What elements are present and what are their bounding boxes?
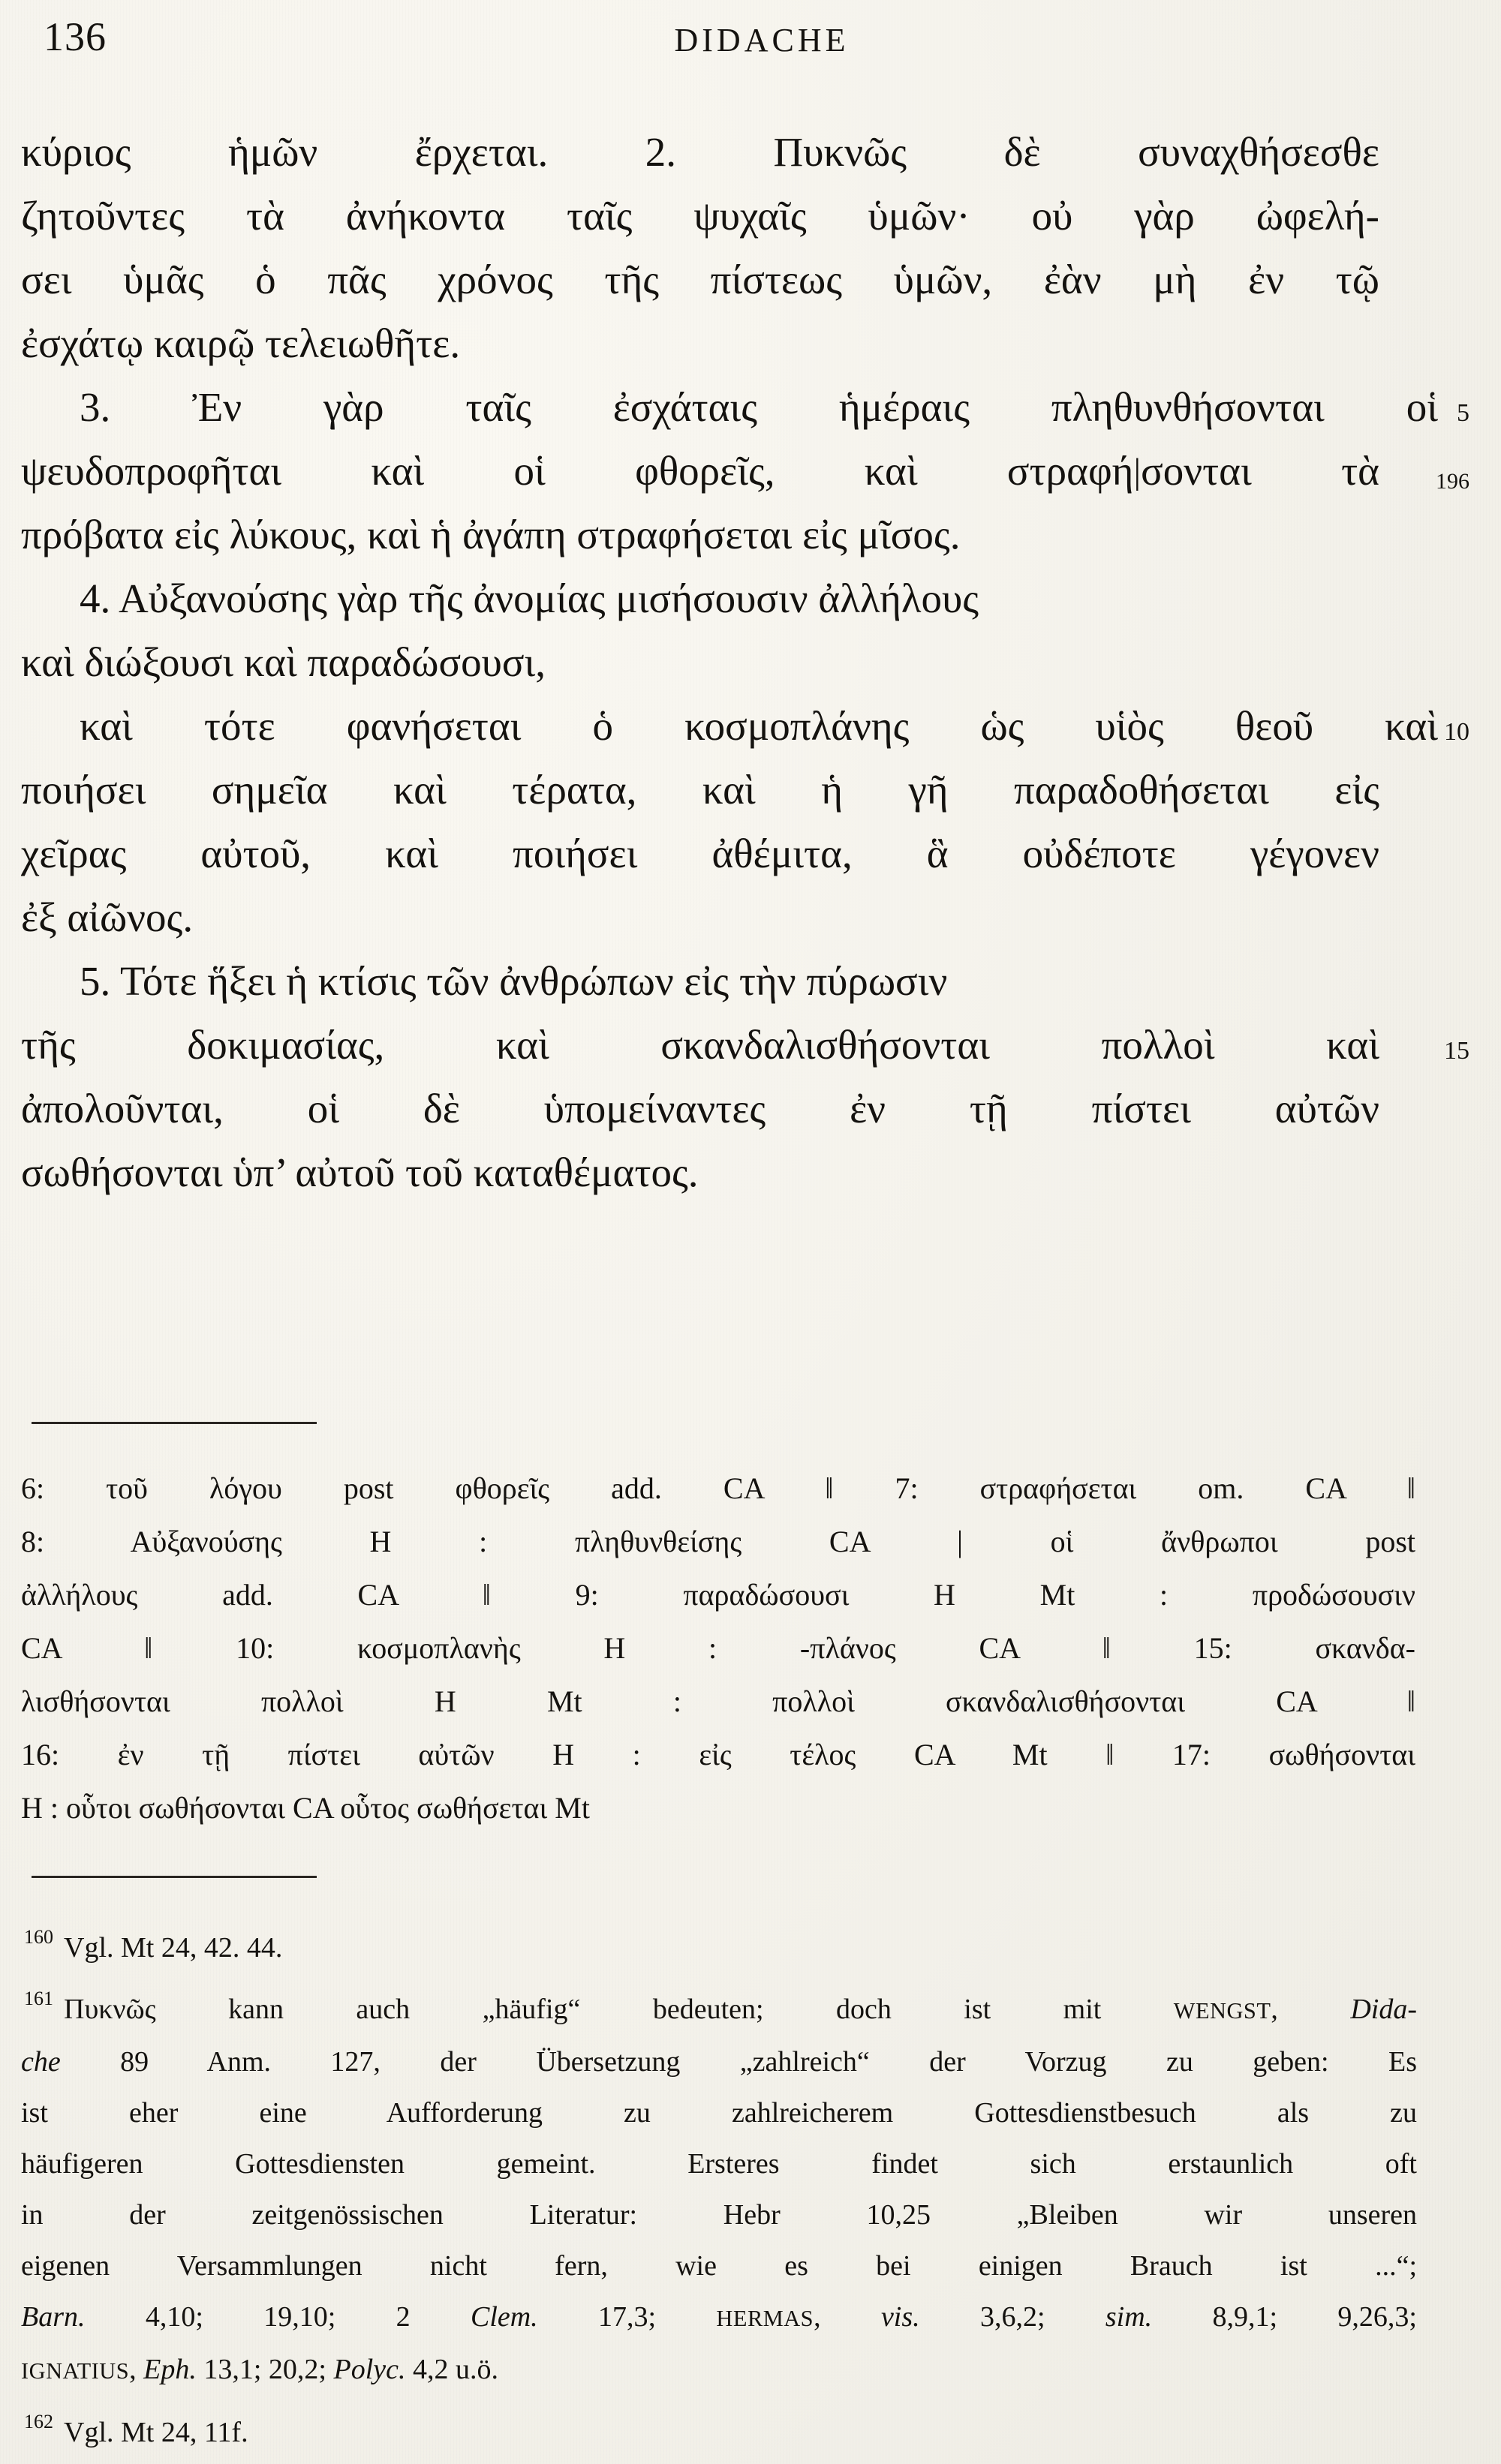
footnote-line — [21, 1973, 1417, 2036]
footnote — [21, 1973, 1469, 2396]
apparatus-line: CA ‖ 10: κοσμοπλανὴς Η : -πλάνος CA ‖ 15: σκανδα- — [21, 1631, 1415, 1665]
apparatus-line: 16: ἐν τῇ πίστει αὐτῶν Η : εἰς τέλος CA Mt ‖ 17: σωθήσονται — [21, 1738, 1415, 1771]
footnote-line — [21, 2138, 1417, 2189]
footnote-text: che 89 Anm. 127, der Übersetzung „zahlreich“ der Vorzug zu geben: Es — [21, 2046, 1417, 2078]
line-number: 15 — [1444, 1037, 1469, 1065]
greek-line — [21, 822, 1469, 885]
greek-line-text: ποιήσει σημεῖα καὶ τέρατα, καὶ ἡ γῆ παραδοθήσεται εἰς — [21, 767, 1379, 813]
footnote-number: 161 — [24, 1988, 53, 2009]
greek-line-text: χεῖρας αὐτοῦ, καὶ ποιήσει ἀθέμιτα, ἃ οὐδέποτε γέγονεν — [21, 831, 1379, 876]
footnote — [21, 2396, 1469, 2458]
footnote-line — [21, 1912, 1469, 1973]
greek-line — [21, 503, 1469, 566]
line-number: 5 — [1457, 399, 1469, 427]
greek-line-text: ψευδοπροφῆται καὶ οἱ φθορεῖς, καὶ στραφή|σονται τὰ — [21, 448, 1379, 494]
footnote-line — [21, 2036, 1417, 2087]
greek-line — [21, 1013, 1469, 1077]
greek-line-text: καὶ τότε φανήσεται ὁ κοσμοπλάνης ὡς υἱὸς θεοῦ καὶ — [80, 703, 1438, 749]
greek-line — [21, 248, 1469, 311]
apparatus-line: Η : οὗτοι σωθήσονται CA οὗτος σωθήσεται Mt — [21, 1791, 590, 1825]
footnote — [21, 1912, 1469, 1973]
greek-line — [21, 184, 1469, 248]
greek-line — [21, 630, 1469, 694]
greek-line-text: σει ὑμᾶς ὁ πᾶς χρόνος τῆς πίστεως ὑμῶν, ἐὰν μὴ ἐν τῷ — [21, 257, 1379, 302]
footnote-text: Barn. 4,10; 19,10; 2 Clem. 17,3; HERMAS, vis. 3,6,2; sim. 8,9,1; 9,26,3; — [21, 2301, 1417, 2333]
greek-line-text: καὶ διώξουσι καὶ παραδώσουσι, — [21, 639, 546, 685]
greek-line — [21, 566, 1469, 630]
greek-line-text: ζητοῦντες τὰ ἀνήκοντα ταῖς ψυχαῖς ὑμῶν· οὐ γὰρ ὠφελή- — [21, 193, 1379, 239]
line-number: 10 — [1444, 718, 1469, 746]
greek-line — [21, 439, 1469, 503]
greek-line — [21, 1140, 1469, 1204]
greek-line-text: ἐσχάτῳ καιρῷ τελειωθῆτε. — [21, 320, 461, 366]
footnote-text: in der zeitgenössischen Literatur: Hebr 10,25 „Bleiben wir unseren — [21, 2199, 1417, 2231]
footnote-text: häufigeren Gottesdiensten gemeint. Ersteres findet sich erstaunlich oft — [21, 2148, 1417, 2180]
greek-line-text: ἐξ αἰῶνος. — [21, 894, 194, 940]
apparatus-line: 8: Αὐξανούσης Η : πληθυνθείσης CA | οἱ ἄνθρωποι post — [21, 1525, 1415, 1558]
greek-line-text: ἀπολοῦνται, οἱ δὲ ὑπομείναντες ἐν τῇ πίστει αὐτῶν — [21, 1086, 1379, 1131]
running-head — [30, 14, 1471, 69]
greek-line — [21, 694, 1469, 758]
greek-line-text: 3. Ἐν γὰρ ταῖς ἐσχάταις ἡμέραις πληθυνθήσονται οἱ — [80, 384, 1438, 430]
greek-line-text: τῆς δοκιμασίας, καὶ σκανδαλισθήσονται πολλοὶ καὶ — [21, 1022, 1379, 1068]
greek-line — [21, 885, 1469, 949]
greek-line-text: πρόβατα εἰς λύκους, καὶ ἡ ἀγάπη στραφήσεται εἰς μῖσος. — [21, 512, 961, 557]
greek-line — [21, 375, 1469, 439]
apparatus-line: 6: τοῦ λόγου post φθορεῖς add. CA ‖ 7: στραφήσεται om. CA ‖ — [21, 1471, 1415, 1505]
greek-line-text: 4. Αὐξανούσης γὰρ τῆς ἀνομίας μισήσουσιν ἀλλήλους — [80, 575, 979, 621]
footnote-text: Vgl. Mt 24, 42. 44. — [64, 1932, 283, 1964]
apparatus-criticus — [21, 1462, 1469, 1834]
apparatus-line: ἀλλήλους add. CA ‖ 9: παραδώσουσι Η Mt : προδώσουσιν — [21, 1578, 1415, 1612]
greek-line — [21, 311, 1469, 375]
footnote-line — [21, 2291, 1417, 2344]
footnote-number: 160 — [24, 1926, 53, 1948]
footnote-line — [21, 2344, 1417, 2396]
greek-line — [21, 120, 1469, 184]
page-number: 136 — [44, 14, 107, 59]
greek-text-block — [21, 120, 1469, 1204]
footnote-line — [21, 2189, 1417, 2240]
greek-line — [21, 1077, 1469, 1140]
footnote-line — [21, 2396, 1469, 2458]
footnotes-rule — [32, 1876, 317, 1878]
footnote-number: 162 — [24, 2411, 53, 2432]
footnote-marker: 196 — [1436, 469, 1469, 494]
apparatus-line: λισθήσονται πολλοὶ Η Mt : πολλοὶ σκανδαλισθήσονται CA ‖ — [21, 1684, 1415, 1718]
footnote-line — [21, 2087, 1417, 2138]
running-title: DIDACHE — [674, 22, 850, 59]
footnote-text: IGNATIUS, Eph. 13,1; 20,2; Polyc. 4,2 u.ö. — [21, 2354, 498, 2385]
footnote-text: ist eher eine Aufforderung zu zahlreicherem Gottesdienstbesuch als zu — [21, 2097, 1417, 2129]
footnote-line — [21, 2240, 1417, 2291]
greek-line-text: κύριος ἡμῶν ἔρχεται. 2. Πυκνῶς δὲ συναχθήσεσθε — [21, 129, 1379, 175]
apparatus-rule — [32, 1422, 317, 1424]
footnote-text: eigenen Versammlungen nicht fern, wie es bei einigen Brauch ist ...“; — [21, 2250, 1417, 2282]
page-break-bar: | — [1133, 452, 1142, 491]
greek-line-text: σωθήσονται ὑπ’ αὐτοῦ τοῦ καταθέματος. — [21, 1149, 699, 1195]
greek-line-text: 5. Τότε ἥξει ἡ κτίσις τῶν ἀνθρώπων εἰς τὴν πύρωσιν — [80, 958, 948, 1004]
greek-line — [21, 949, 1469, 1013]
greek-line — [21, 758, 1469, 822]
footnote-text: Vgl. Mt 24, 11f. — [64, 2417, 248, 2448]
footnote-text: Πυκνῶς kann auch „häufig“ bedeuten; doch ist mit WENGST, Dida- — [64, 1994, 1418, 2025]
footnotes-block — [21, 1912, 1469, 2458]
